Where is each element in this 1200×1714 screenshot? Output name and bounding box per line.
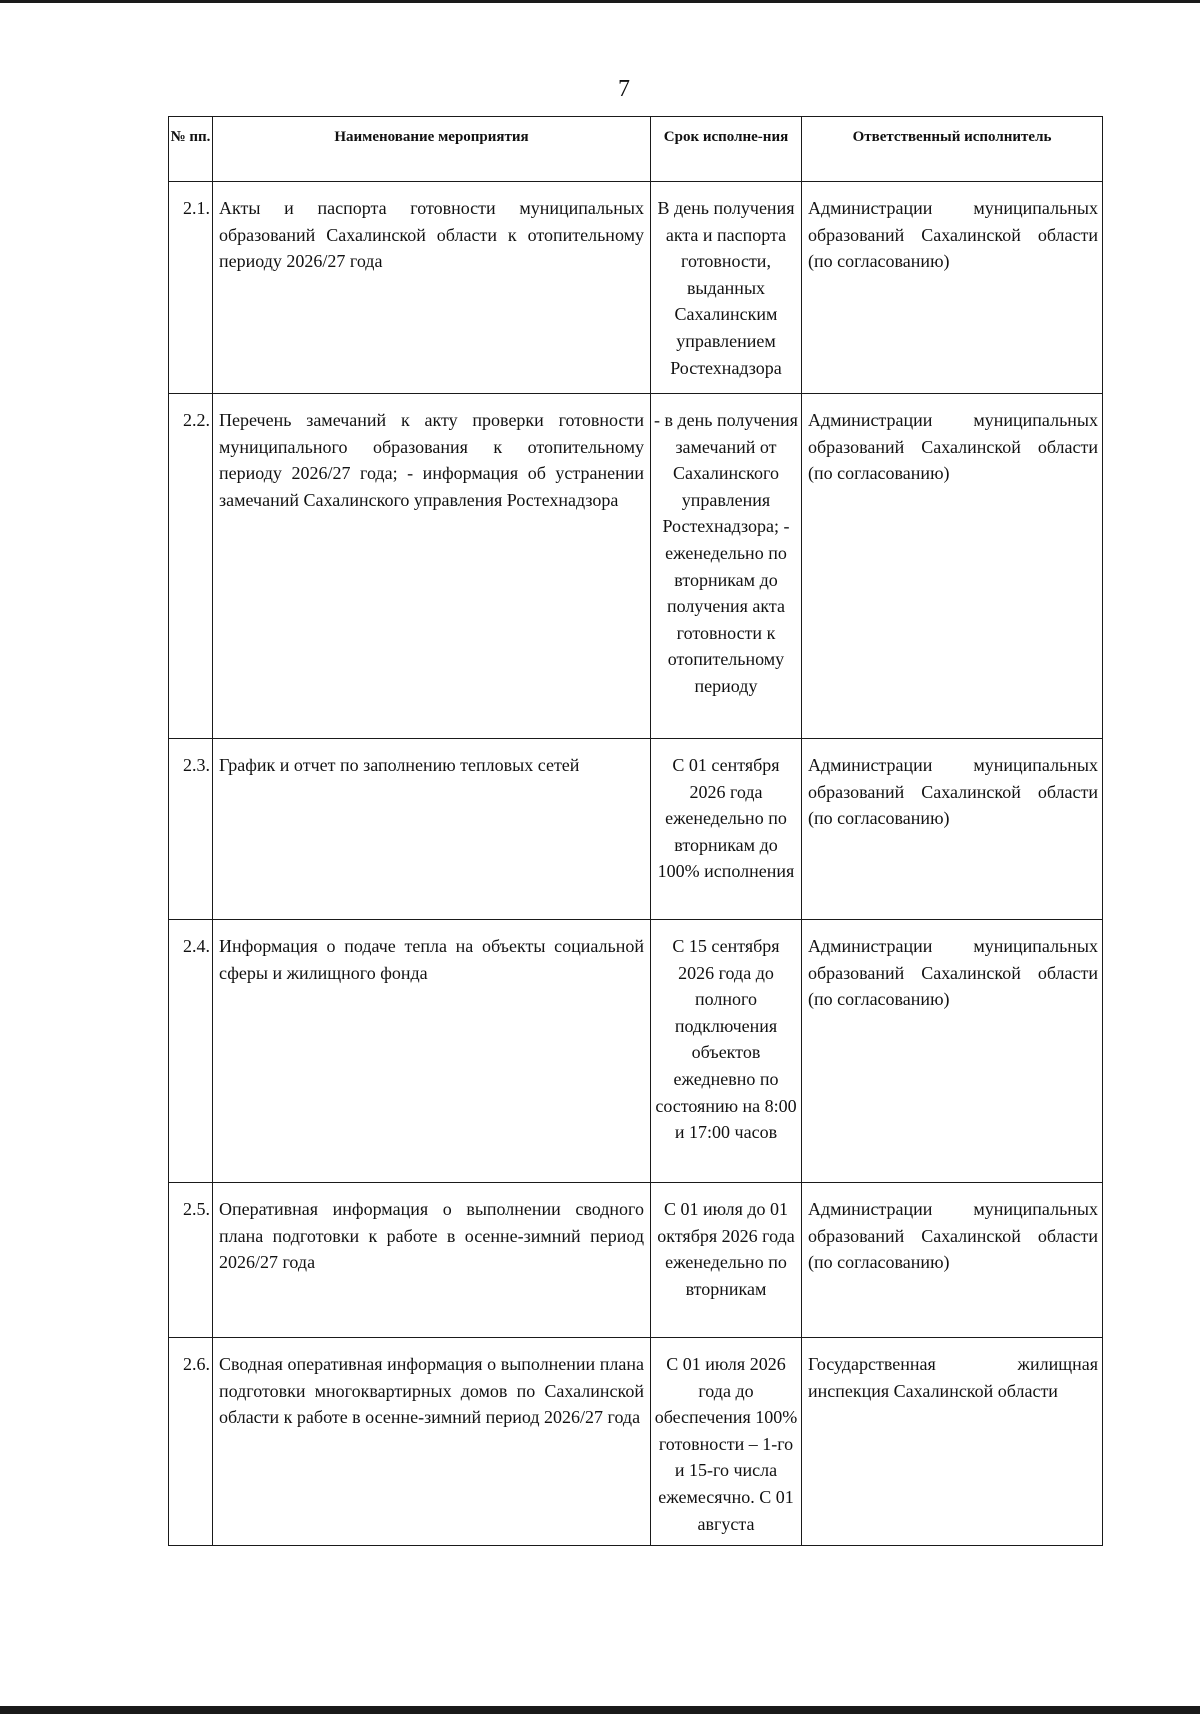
row-num: 2.2. — [169, 394, 213, 739]
row-num: 2.6. — [169, 1338, 213, 1546]
row-name: Сводная оперативная информация о выполнении плана подготовки многоквартирных домов по Сахалинской области к работе в осенне-зимний период 2026/27 года — [213, 1338, 651, 1546]
row-num: 2.5. — [169, 1183, 213, 1338]
row-responsible: Администрации муниципальных образований Сахалинской области (по согласованию) — [802, 920, 1103, 1183]
row-term: - в день получения замечаний от Сахалинского управления Ростехнадзора; - еженедельно по вторникам до получения акта готовности к отопительному периоду — [651, 394, 802, 739]
header-responsible-label: Ответственный исполнитель — [852, 129, 1052, 145]
row-responsible: Администрации муниципальных образований Сахалинской области (по согласованию) — [802, 1183, 1103, 1338]
header-num-label: № пп. — [170, 129, 211, 145]
row-name: Перечень замечаний к акту проверки готовности муниципального образования к отопительному периоду 2026/27 года; - информация об устранении замечаний Сахалинского управления Ростехнадзора — [213, 394, 651, 739]
row-term: С 01 июля до 01 октября 2026 года еженедельно по вторникам — [651, 1183, 802, 1338]
row-name: Информация о подаче тепла на объекты социальной сферы и жилищного фонда — [213, 920, 651, 1183]
row-responsible: Администрации муниципальных образований Сахалинской области (по согласованию) — [802, 394, 1103, 739]
row-name: График и отчет по заполнению тепловых сетей — [213, 739, 651, 920]
table-row — [169, 1338, 1103, 1546]
row-term: В день получения акта и паспорта готовности, выданных Сахалинским управлением Ростехнадзора — [651, 182, 802, 394]
scan-edge-top — [0, 0, 1200, 3]
table-row — [169, 739, 1103, 920]
table-row — [169, 920, 1103, 1183]
row-name: Оперативная информация о выполнении сводного плана подготовки к работе в осенне-зимний период 2026/27 года — [213, 1183, 651, 1338]
table-row — [169, 182, 1103, 394]
row-term: С 15 сентября 2026 года до полного подключения объектов ежедневно по состоянию на 8:00 и 17:00 часов — [651, 920, 802, 1183]
row-name: Акты и паспорта готовности муниципальных образований Сахалинской области к отопительному периоду 2026/27 года — [213, 182, 651, 394]
header-name — [213, 117, 651, 182]
table-row — [169, 1183, 1103, 1338]
header-num — [169, 117, 213, 182]
row-num: 2.3. — [169, 739, 213, 920]
row-responsible: Администрации муниципальных образований Сахалинской области (по согласованию) — [802, 182, 1103, 394]
header-name-label: Наименование мероприятия — [334, 129, 529, 145]
header-responsible — [802, 117, 1103, 182]
header-term — [651, 117, 802, 182]
page-number: 7 — [618, 76, 630, 102]
table-header-row — [169, 117, 1103, 182]
row-responsible: Государственная жилищная инспекция Сахалинской области — [802, 1338, 1103, 1546]
table-row — [169, 394, 1103, 739]
scan-edge-bottom — [0, 1706, 1200, 1714]
row-num: 2.1. — [169, 182, 213, 394]
row-responsible: Администрации муниципальных образований Сахалинской области (по согласованию) — [802, 739, 1103, 920]
events-table — [168, 116, 1103, 1546]
row-num: 2.4. — [169, 920, 213, 1183]
row-term: С 01 сентября 2026 года еженедельно по вторникам до 100% исполнения — [651, 739, 802, 920]
row-term: С 01 июля 2026 года до обеспечения 100% готовности – 1-го и 15-го числа ежемесячно. С 01 августа — [651, 1338, 802, 1546]
header-term-label: Срок исполне-ния — [663, 129, 789, 145]
